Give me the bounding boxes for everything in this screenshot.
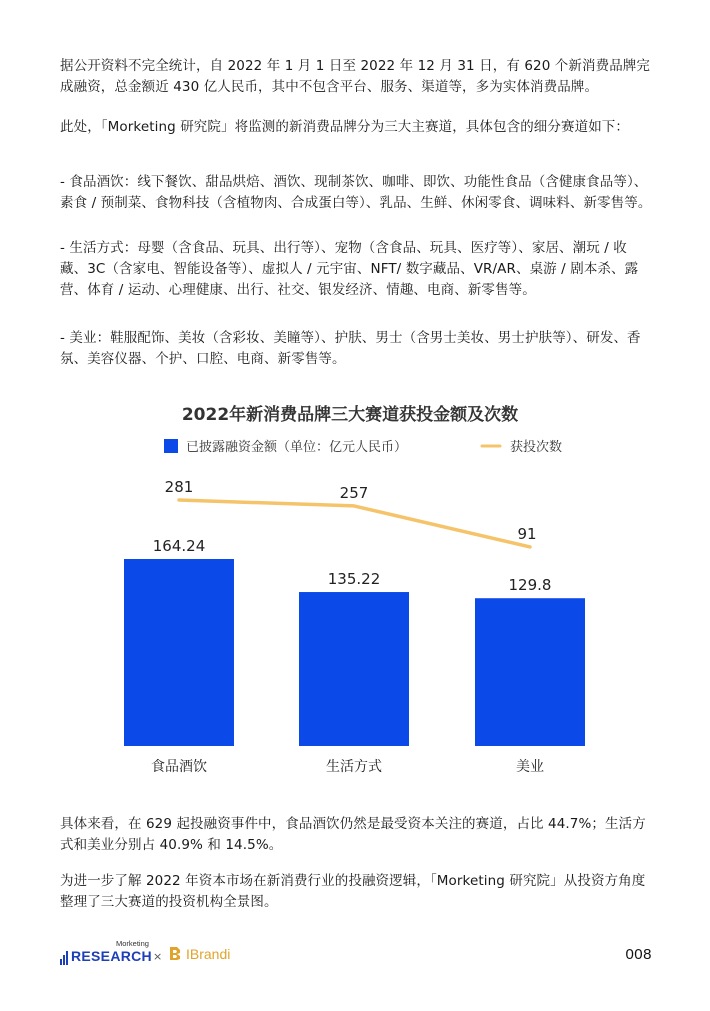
morketing-logo-small: Morketing (116, 939, 149, 948)
x-tick-label: 美业 (516, 759, 544, 775)
ibrandi-mark-icon (168, 946, 182, 961)
legend-bar-label: 已披露融资金额（单位：亿元人民币） (186, 440, 408, 455)
food-drink-list-item (60, 172, 652, 214)
ibrandi-logo-text: IBrandi (186, 946, 231, 962)
collab-separator: × (153, 950, 163, 963)
page-number: 008 (625, 946, 652, 963)
paragraph-text: 具体来看，在 629 起投融资事件中，食品酒饮仍然是最受资本关注的赛道，占比 44.7%；生活方式和美业分别占 40.9% 和 14.5%。 (60, 816, 646, 853)
beauty-list-item (60, 328, 652, 370)
line-path (179, 500, 530, 547)
bar-series (124, 537, 585, 746)
bar-value-label: 129.8 (508, 576, 552, 595)
bar (475, 598, 585, 746)
paragraph-text: - 食品酒饮：线下餐饮、甜品烘焙、酒饮、现制茶饮、咖啡、即饮、功能性食品（含健康食品等）、素食 / 预制菜、食物科技（含植物肉、合成蛋白等）、乳品、生鲜、休闲零食、调味料、新零售等。 (60, 174, 652, 211)
line-series (165, 478, 537, 547)
funding-chart (80, 392, 640, 782)
chart-legend (164, 439, 562, 455)
paragraph-text: 据公开资料不完全统计，自 2022 年 1 月 1 日至 2022 年 12 月 31 日，有 620 个新消费品牌完成融资，总金额近 430 亿人民币，其中不包含平台、服务、渠道等，多为实体消费品牌。 (60, 58, 650, 95)
chart-title: 2022年新消费品牌三大赛道获投金额及次数 (181, 405, 519, 425)
line-value-label: 281 (164, 478, 194, 496)
paragraph-text: 此处，「Morketing 研究院」将监测的新消费品牌分为三大主赛道，具体包含的细分赛道如下： (60, 119, 630, 135)
bar (299, 592, 409, 746)
lifestyle-list-item (60, 238, 652, 301)
bar-mark-icon (60, 949, 69, 965)
x-tick-label: 食品酒饮 (151, 759, 207, 775)
bar (124, 559, 234, 746)
x-tick-label: 生活方式 (326, 759, 382, 775)
paragraph-text: - 生活方式：母婴（含食品、玩具、出行等）、宠物（含食品、玩具、医疗等）、家居、潮玩 / 收藏、3C（含家电、智能设备等）、虚拟人 / 元宇宙、NFT/ 数字藏品、VR/AR、桌游 / 剧本杀、露营、体育 / 运动、心理健康、出行、社交、银发经济、情趣、电商、新零售等。 (60, 240, 639, 298)
bar-value-label: 135.22 (327, 570, 381, 589)
closing-paragraph (60, 871, 652, 913)
line-value-label: 257 (339, 483, 369, 502)
ibrandi-logo (168, 946, 230, 962)
line-value-label: 91 (517, 524, 537, 543)
paragraph-text: - 美业：鞋服配饰、美妆（含彩妆、美瞳等）、护肤、男士（含男士美妆、男士护肤等）、研发、香氛、美容仪器、个护、口腔、电商、新零售等。 (60, 330, 641, 367)
track-intro-paragraph (60, 117, 652, 138)
legend-line-label: 获投次数 (510, 440, 563, 455)
intro-paragraph (60, 56, 652, 98)
bar-value-label: 164.24 (152, 537, 206, 555)
x-axis-labels (151, 758, 544, 775)
research-logo-text: RESEARCH (71, 948, 152, 964)
summary-paragraph (60, 814, 652, 856)
paragraph-text: 为进一步了解 2022 年资本市场在新消费行业的投融资逻辑，「Morketing 研究院」从投资方角度整理了三大赛道的投资机构全景图。 (60, 873, 646, 910)
research-logo (60, 948, 152, 965)
page-footer (60, 939, 652, 974)
legend-bar-swatch (164, 439, 178, 453)
